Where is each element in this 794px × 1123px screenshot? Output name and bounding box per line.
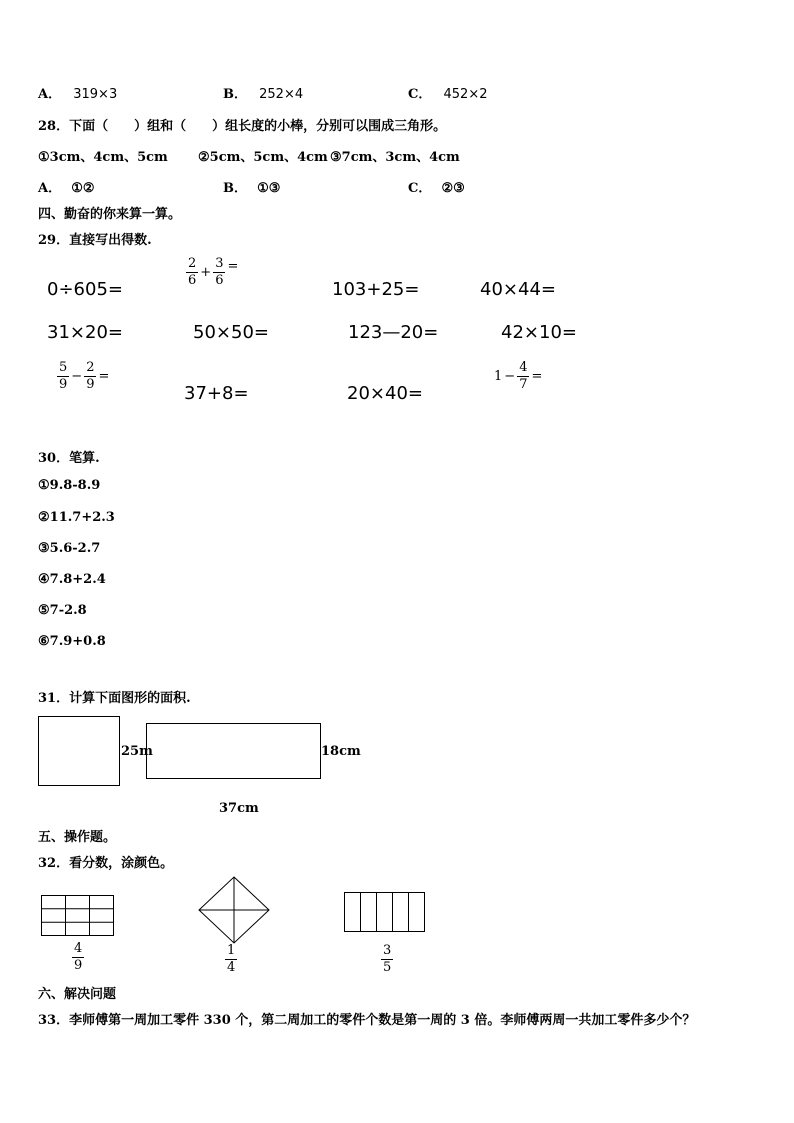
q28-option-b (223, 177, 280, 196)
option-a (38, 83, 117, 102)
q30-item: ④7.8+2.4 (38, 572, 106, 587)
square-figure (38, 716, 120, 786)
option-text: ②③ (441, 181, 465, 196)
fraction-expression: $\frac{2}{6}$ + $\frac{3}{6}$ = (188, 256, 239, 288)
fraction: $\frac{2}{6}$ (188, 256, 197, 288)
rectangle-figure (146, 723, 321, 779)
q30-item: ①9.8-8.9 (38, 478, 101, 493)
q28-stem: 28．下面（ ）组和（ ）组长度的小棒，分别可以围成三角形。 (38, 119, 447, 134)
section-title: 六、解决问题 (38, 987, 117, 1002)
q30-title: 30．笔算. (38, 451, 100, 466)
q29-title: 29．直接写出得数. (38, 233, 152, 248)
q28-item-3: ③7cm、3cm、4cm (330, 150, 460, 165)
q28-item-2: ②5cm、5cm、4cm (198, 150, 328, 165)
option-label: C． (408, 181, 432, 196)
q31-title: 31．计算下面图形的面积. (38, 691, 191, 706)
diamond-figure (198, 876, 270, 944)
fraction: $\frac{4}{7}$ (519, 360, 528, 392)
equation: 31×20= (47, 322, 123, 343)
section-title: 五、操作题。 (38, 830, 117, 845)
fraction-label: $\frac{3}{5}$ (383, 943, 392, 975)
equation: 123—20= (348, 322, 439, 343)
option-text: 452×2 (443, 87, 488, 102)
strip-rectangle-figure (344, 892, 425, 932)
fraction: $\frac{5}{9}$ (59, 360, 68, 392)
option-text: 252×4 (259, 87, 304, 102)
fraction-label: $\frac{1}{4}$ (227, 943, 236, 975)
option-label: B． (223, 181, 247, 196)
option-b (223, 83, 303, 102)
rectangle-width-label: 37cm (219, 801, 259, 816)
option-label: B． (223, 87, 247, 102)
equation: 42×10= (501, 322, 577, 343)
option-text: 319×3 (73, 87, 118, 102)
rectangle-height-label: 18cm (321, 744, 361, 759)
equation: 20×40= (347, 383, 423, 404)
q33-text: 33．李师傅第一周加工零件 330 个，第二周加工的零件个数是第一周的 3 倍。李师傅两周一共加工零件多少个？ (38, 1013, 696, 1028)
fraction: $\frac{2}{9}$ (86, 360, 95, 392)
option-label: A． (38, 87, 62, 102)
q28-option-a (38, 177, 95, 196)
q30-item: ②11.7+2.3 (38, 510, 115, 525)
square-side-label: 25m (121, 744, 153, 759)
q30-item: ⑤7-2.8 (38, 603, 87, 618)
q28-item-1: ①3cm、4cm、5cm (38, 150, 168, 165)
equation: 103+25= (332, 279, 420, 300)
fraction-label: $\frac{4}{9}$ (74, 941, 83, 973)
q32-title: 32．看分数，涂颜色。 (38, 856, 174, 871)
fraction: $\frac{3}{6}$ (215, 256, 224, 288)
q28-option-c (408, 177, 465, 196)
equation: 40×44= (480, 279, 556, 300)
equation: 50×50= (193, 322, 269, 343)
grid-rectangle-figure (41, 895, 114, 936)
option-c (408, 83, 487, 102)
option-label: C． (408, 87, 432, 102)
option-text: ①③ (257, 181, 281, 196)
fraction-expression: 1 − $\frac{4}{7}$ = (494, 360, 543, 392)
equation: 0÷605= (47, 279, 123, 300)
option-label: A． (38, 181, 62, 196)
option-text: ①② (71, 181, 95, 196)
equation: 37+8= (184, 383, 249, 404)
q30-item: ⑥7.9+0.8 (38, 634, 106, 649)
section-title: 四、勤奋的你来算一算。 (38, 207, 182, 222)
q30-item: ③5.6-2.7 (38, 541, 101, 556)
fraction-expression: $\frac{5}{9}$ − $\frac{2}{9}$ = (59, 360, 110, 392)
